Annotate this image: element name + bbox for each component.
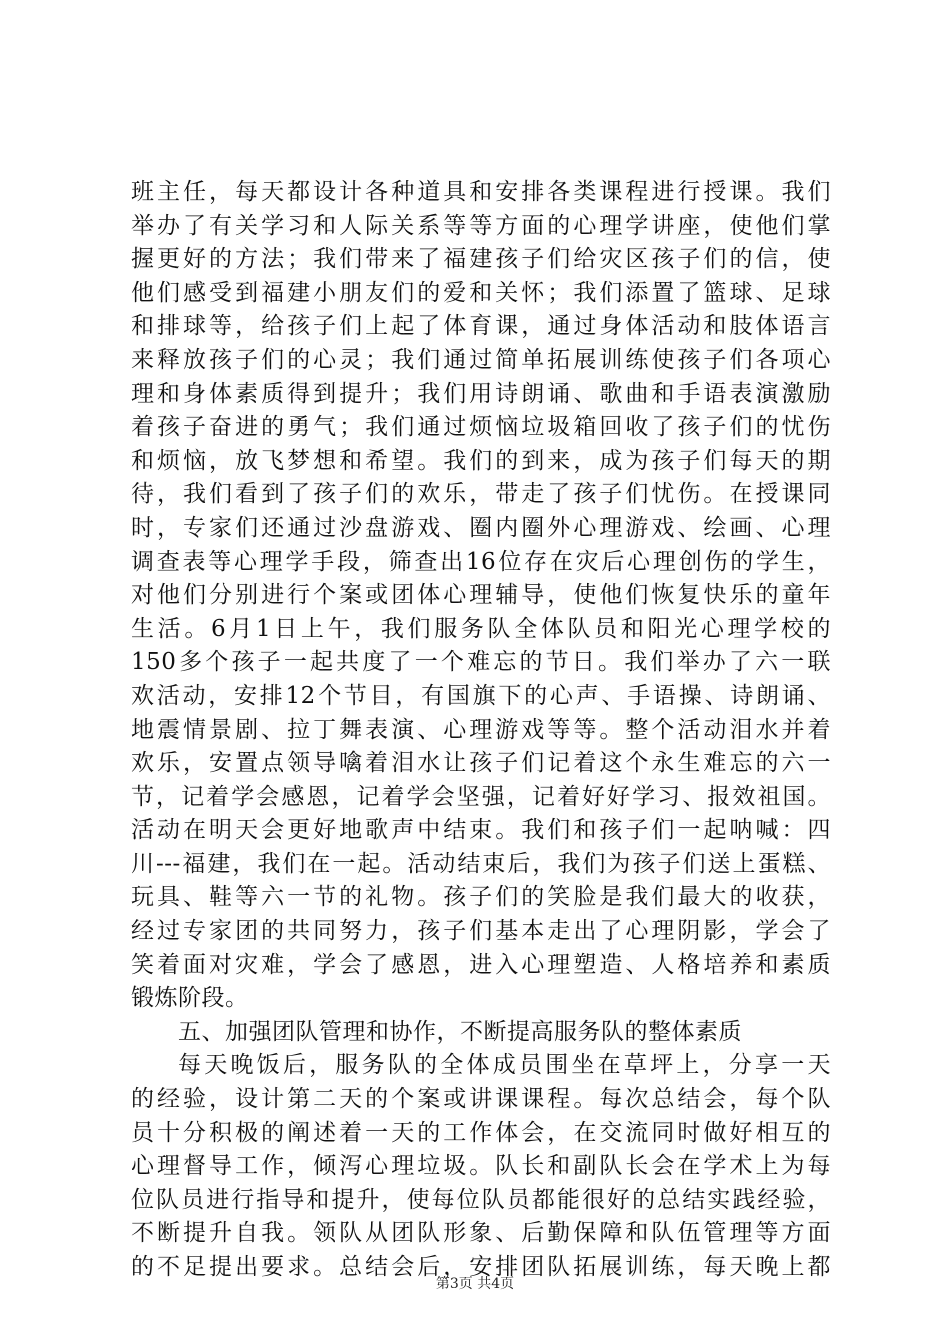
text-line: 和排球等，给孩子们上起了体育课，通过身体活动和肢体语言: [131, 313, 831, 340]
text-line: 待，我们看到了孩子们的欢乐，带走了孩子们忧伤。在授课同: [131, 481, 831, 508]
text-line: 他们感受到福建小朋友们的爱和关怀；我们添置了篮球、足球: [131, 279, 831, 306]
text-line: 时，专家们还通过沙盘游戏、圈内圈外心理游戏、绘画、心理: [131, 514, 831, 541]
text-line: 心理督导工作，倾泻心理垃圾。队长和副队长会在学术上为每: [131, 1153, 831, 1180]
text-line: 员十分积极的阐述着一天的工作体会，在交流同时做好相互的: [131, 1119, 831, 1146]
text-line: 每天晚饭后，服务队的全体成员围坐在草坪上，分享一天: [178, 1052, 831, 1079]
page-footer: 第3页 共4页: [435, 1276, 515, 1292]
text-line: 的不足提出要求。总结会后，安排团队拓展训练，每天晚上都: [131, 1254, 831, 1280]
text-line: 欢活动，安排12个节目，有国旗下的心声、手语操、诗朗诵、: [131, 682, 831, 709]
text-line: 握更好的方法；我们带来了福建孩子们给灾区孩子们的信，使: [131, 246, 831, 273]
text-line: 活动在明天会更好地歌声中结束。我们和孩子们一起呐喊：四: [131, 817, 831, 844]
text-line: 经过专家团的共同努力，孩子们基本走出了心理阴影，学会了: [131, 918, 831, 945]
text-line: 地震情景剧、拉丁舞表演、心理游戏等等。整个活动泪水并着: [131, 716, 831, 743]
text-line: 生活。6月1日上午，我们服务队全体队员和阳光心理学校的: [131, 615, 831, 642]
text-line: 位队员进行指导和提升，使每位队员都能很好的总结实践经验，: [131, 1186, 831, 1213]
text-line: 举办了有关学习和人际关系等等方面的心理学讲座，使他们掌: [131, 212, 831, 239]
text-line: 川---福建，我们在一起。活动结束后，我们为孩子们送上蛋糕、: [131, 850, 831, 877]
text-line: 来释放孩子们的心灵；我们通过简单拓展训练使孩子们各项心: [131, 346, 831, 373]
text-line: 调查表等心理学手段，筛查出16位存在灾后心理创伤的学生，: [131, 548, 831, 575]
text-line: 锻炼阶段。: [131, 985, 249, 1012]
text-line: 玩具、鞋等六一节的礼物。孩子们的笑脸是我们最大的收获，: [131, 884, 831, 911]
text-line: 着孩子奋进的勇气；我们通过烦恼垃圾箱回收了孩子们的忧伤: [131, 414, 831, 441]
text-line: 节，记着学会感恩，记着学会坚强，记着好好学习、报效祖国。: [131, 783, 831, 810]
text-line: 五、加强团队管理和协作，不断提高服务队的整体素质: [178, 1018, 742, 1045]
text-line: 理和身体素质得到提升；我们用诗朗诵、歌曲和手语表演激励: [131, 380, 831, 407]
text-line: 笑着面对灾难，学会了感恩，进入心理塑造、人格培养和素质: [131, 951, 831, 978]
text-line: 班主任，每天都设计各种道具和安排各类课程进行授课。我们: [131, 179, 831, 205]
text-line: 不断提升自我。领队从团队形象、后勤保障和队伍管理等方面: [131, 1220, 831, 1247]
text-line: 150多个孩子一起共度了一个难忘的节日。我们举办了六一联: [131, 649, 831, 676]
text-line: 对他们分别进行个案或团体心理辅导，使他们恢复快乐的童年: [131, 582, 831, 609]
text-line: 的经验，设计第二天的个案或讲课课程。每次总结会，每个队: [131, 1086, 831, 1113]
text-line: 和烦恼，放飞梦想和希望。我们的到来，成为孩子们每天的期: [131, 447, 831, 474]
body-text: [131, 176, 831, 1285]
text-line: 欢乐，安置点领导噙着泪水让孩子们记着这个永生难忘的六一: [131, 750, 831, 777]
